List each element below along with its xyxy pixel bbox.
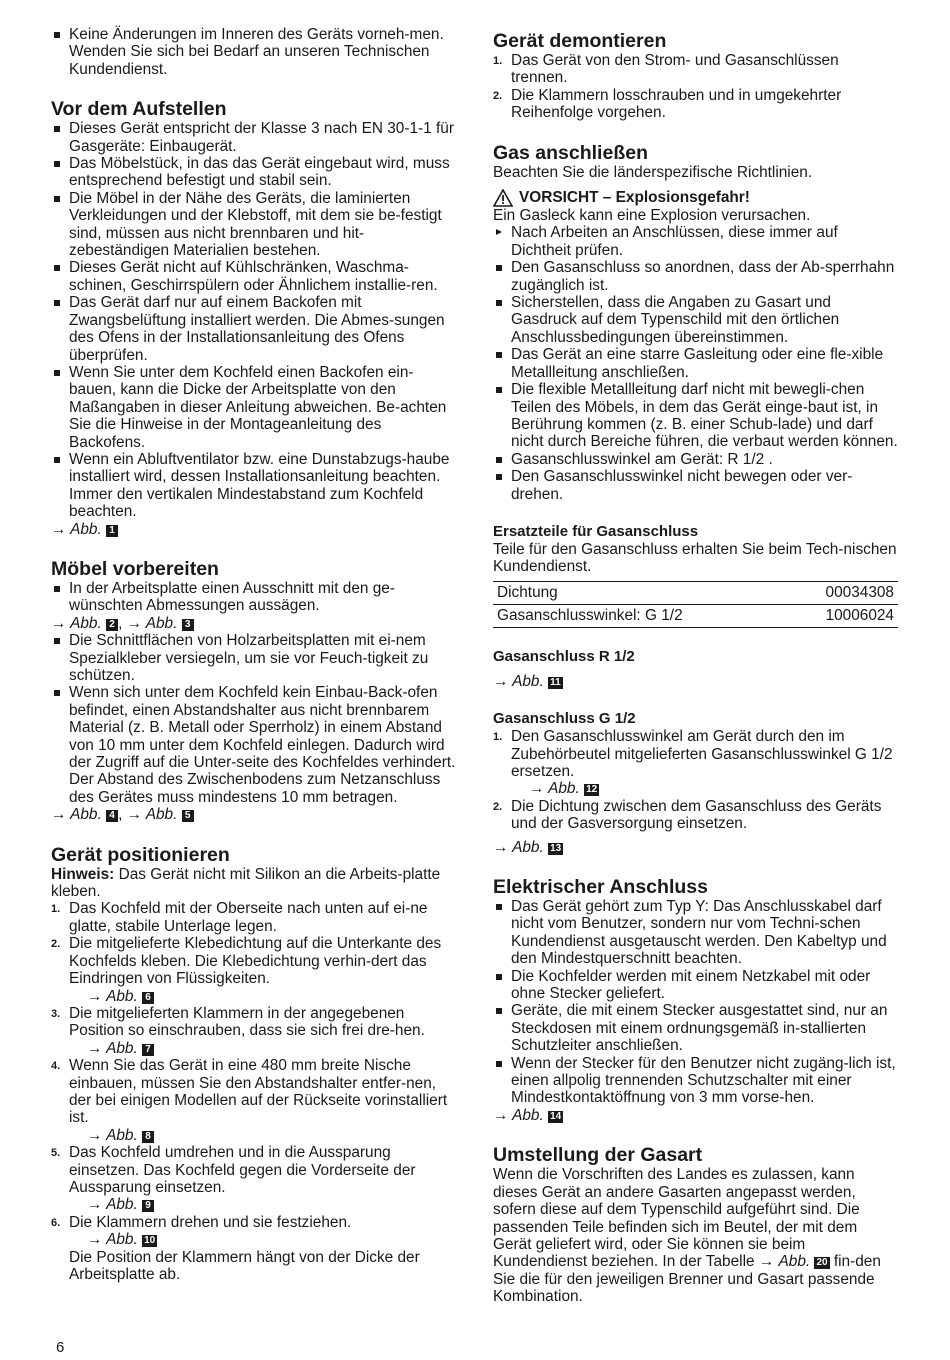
figure-number-badge: 12: [586, 784, 598, 796]
figure-number-badge: 8: [142, 1131, 154, 1143]
list-item: Wenn der Stecker für den Benutzer nicht zugäng-lich ist, einen allpolig trennenden Schutzschalter mit einer Mindestkontaktöffnung von 3 mm vorse-hen.: [493, 1055, 898, 1107]
figure-reference: → Abb. 14: [493, 1106, 562, 1124]
figure-number-badge: 5: [182, 810, 194, 822]
list-item: Das Möbelstück, in das das Gerät eingebaut wird, muss entsprechend befestigt und stabil sein.: [51, 155, 456, 190]
figure-number-badge: 4: [106, 810, 118, 822]
bullet-list: [493, 898, 898, 1107]
subsection-heading: Gasanschluss G 1/2: [493, 710, 636, 728]
step-item: 2. Die Dichtung zwischen dem Gasanschluss des Geräts und der Gasversorgung einsetzen.: [493, 797, 882, 833]
bullet-list: [51, 580, 456, 615]
page-number: 6: [56, 1339, 65, 1356]
figure-reference: → Abb. 4 , → Abb. 5: [51, 806, 456, 823]
paragraph: Teile für den Gasanschluss erhalten Sie beim Tech-nischen Kundendienst.: [493, 540, 897, 576]
table-row: [493, 581, 898, 604]
figure-reference: → Abb. 12: [529, 780, 598, 798]
figure-reference: → Abb. 9: [69, 1196, 456, 1213]
figure-reference: → Abb. 11: [493, 672, 561, 690]
figure-number-badge: 3: [182, 619, 194, 631]
bullet-list: [493, 259, 898, 503]
list-item: Das Gerät darf nur auf einem Backofen mit Zwangsbelüftung installiert werden. Die Abmes-sungen des Ofens in der Installationsanleitung des Ofens überprüfen.: [51, 294, 456, 364]
section-heading: Möbel vorbereiten: [51, 557, 219, 580]
bullet-list: [51, 632, 456, 806]
table-cell-value: 00034308: [783, 581, 898, 604]
section-gasanschluss-r12: [493, 648, 898, 690]
step-item: 1. Das Gerät von den Strom- und Gasanschlüssen trennen.: [493, 52, 839, 87]
list-item: Keine Änderungen im Inneren des Geräts vorneh-men. Wenden Sie sich bei Bedarf an unseren Technischen Kundendienst.: [51, 26, 456, 78]
subsection-heading: Gasanschluss R 1/2: [493, 647, 635, 665]
section-heading: Gerät positionieren: [51, 843, 230, 866]
section-heading: Gas anschließen: [493, 141, 648, 164]
step-item: 2. Die mitgelieferte Klebedichtung auf die Unterkante des Kochfelds kleben. Die Klebedichtung verhin-dert das Eindringen von Flüssigkeiten. → Abb. 6: [51, 935, 456, 1005]
paragraph: Wenn die Vorschriften des Landes es zulassen, kann dieses Gerät an andere Gasarten angepasst werden, sofern diese auf dem Typenschild aufgeführt sind. Die passenden Teile befinden sich im Beutel, der mit dem Gerät geliefert wird, oder Sie können sie beim Kundendienst beziehen. In der Tabelle → Abb. 20 fin-den Sie die für den jeweiligen Brenner und Gasart passende Kombination.: [493, 1166, 881, 1306]
warning-triangle-icon: [493, 189, 513, 207]
figure-number-badge: 11: [550, 676, 561, 688]
list-item: In der Arbeitsplatte einen Ausschnitt mit den ge-wünschten Abmessungen aussägen.: [51, 580, 456, 615]
step-item: 5. Das Kochfeld umdrehen und in die Aussparung einsetzen. Das Kochfeld gegen die Vorderseite der Aussparung einsetzen. → Abb. 9: [51, 1144, 456, 1214]
figure-reference: → Abb. 7: [69, 1040, 456, 1057]
bullet-list: [51, 120, 456, 520]
section-moebel-vorbereiten: [51, 558, 456, 824]
step-list: [493, 728, 898, 832]
figure-reference: → Abb. 8: [69, 1127, 456, 1144]
list-item: Dieses Gerät nicht auf Kühlschränken, Waschma-schinen, Geschirrspülern oder Ähnlichem installie-ren.: [51, 259, 456, 294]
list-item: Dieses Gerät entspricht der Klasse 3 nach EN 30-1-1 für Gasgeräte: Einbaugerät.: [51, 120, 456, 155]
figure-reference: → Abb. 2 , → Abb. 3: [51, 615, 456, 632]
step-item: 6. Die Klammern drehen und sie festziehen. → Abb. 10 Die Position der Klammern hängt von der Dicke der Arbeitsplatte ab.: [51, 1214, 456, 1284]
section-elektrischer-anschluss: [493, 876, 898, 1124]
list-item: Wenn sich unter dem Kochfeld kein Einbau-Back-ofen befindet, einen Abstandshalter aus nicht brennbarem Material (z. B. Metall oder Sperrholz) in einem Abstand von 10 mm unter dem Kochfeld einlegen. Dadurch wird der Zugriff auf die Unter-seite des Kochfeldes verhindert. Der Abstand des Zwischenbodens zum Netzanschluss des Gerätes muss mindestens 10 mm betragen.: [51, 684, 456, 806]
right-column: [493, 30, 898, 1306]
section-vor-dem-aufstellen: [51, 98, 456, 538]
figure-number-badge: 14: [550, 1110, 562, 1122]
list-item: Wenn ein Abluftventilator bzw. eine Dunstabzugs-haube installiert wird, dessen Installationsanleitung beachten. Immer den vertikalen Mindestabstand zum Kochfeld beachten.: [51, 451, 456, 521]
step-item: 2. Die Klammern losschrauben und in umgekehrter Reihenfolge vorgehen.: [493, 86, 842, 122]
step-item: 4. Wenn Sie das Gerät in eine 480 mm breite Nische einbauen, müssen Sie den Abstandshalter entfer-nen, der bei einigen Modellen auf der Rückseite vorinstalliert ist. → Abb. 8: [51, 1057, 456, 1144]
figure-number-badge: 2: [106, 619, 118, 631]
figure-number-badge: 1: [106, 525, 118, 537]
left-column: [51, 26, 456, 1283]
list-item: Wenn Sie unter dem Kochfeld einen Backofen ein-bauen, kann die Dicke der Arbeitsplatte von den Maßangaben in dieser Anleitung abweichen. Be-achten Sie die Hinweise in der Montageanleitung des Backofens.: [51, 364, 456, 451]
step-list: [51, 900, 456, 1283]
figure-number-badge: 13: [550, 842, 562, 854]
step-item: 1. Das Kochfeld mit der Oberseite nach unten auf ei-ne glatte, stabile Unterlage legen.: [51, 900, 428, 935]
list-item: Den Gasanschlusswinkel nicht bewegen oder ver-drehen.: [493, 468, 898, 503]
list-item: Die Schnittflächen von Holzarbeitsplatten mit ei-nem Spezialkleber versiegeln, um sie vor Feuch-tigkeit zu schützen.: [51, 632, 456, 684]
figure-number-badge: 6: [142, 992, 154, 1004]
paragraph: Beachten Sie die länderspezifische Richtlinien.: [493, 163, 813, 181]
figure-number-badge: 10: [144, 1235, 156, 1247]
list-item: Gasanschlusswinkel am Gerät: R 1/2 .: [493, 451, 898, 468]
section-heading: Vor dem Aufstellen: [51, 98, 227, 121]
list-item: Die Möbel in der Nähe des Geräts, die laminierten Verkleidungen und der Klebstoff, mit dem sie be-festigt sind, müssen aus nicht brennbaren und hit-zebeständigen Materialien bestehen.: [51, 190, 456, 260]
step-list: [493, 52, 898, 122]
note-label: Hinweis:: [51, 865, 115, 883]
figure-number-badge: 9: [142, 1200, 154, 1212]
intro-list: [51, 26, 456, 78]
action-item: Nach Arbeiten an Anschlüssen, diese immer auf Dichtheit prüfen.: [493, 224, 898, 259]
step-note: Die Position der Klammern hängt von der Dicke der Arbeitsplatte ab.: [69, 1248, 420, 1283]
table-cell-value: 10006024: [783, 604, 898, 627]
table-cell-name: Gasanschlusswinkel: G 1/2: [493, 604, 783, 627]
section-heading: Umstellung der Gasart: [493, 1144, 703, 1167]
list-item: Den Gasanschluss so anordnen, dass der Ab-sperrhahn zugänglich ist.: [493, 259, 898, 294]
list-item: Die Kochfelder werden mit einem Netzkabel mit oder ohne Stecker geliefert.: [493, 968, 898, 1003]
warning-heading: VORSICHT – Explosionsgefahr!: [493, 189, 898, 207]
figure-number-badge: 20: [816, 1257, 828, 1269]
list-item: Die flexible Metallleitung darf nicht mit bewegli-chen Teilen des Möbels, in dem das Gerät einge-baut ist, in Berührung kommen (z. B. einer Schub-lade) und darf nicht durch Bereiche führen, die verbaut werden können.: [493, 381, 898, 451]
step-item: 3. Die mitgelieferten Klammern in der angegebenen Position so einschrauben, dass sie sich frei dre-hen. → Abb. 7: [51, 1005, 456, 1057]
subsection-heading: Ersatzteile für Gasanschluss: [493, 522, 699, 540]
list-item: Geräte, die mit einem Stecker ausgestattet sind, nur an Steckdosen mit einem ordnungsgemäß in-stallierten Schutzleiter anschließen.: [493, 1002, 898, 1054]
section-umstellung-gasart: [493, 1144, 898, 1305]
note: Hinweis: Das Gerät nicht mit Silikon an die Arbeits-platte kleben.: [51, 865, 441, 901]
warning-text: Ein Gasleck kann eine Explosion verursachen.: [493, 207, 811, 225]
section-heading: Elektrischer Anschluss: [493, 876, 708, 898]
section-geraet-demontieren: [493, 30, 898, 122]
figure-reference: → Abb. 10: [87, 1231, 156, 1249]
section-gasanschluss-g12: [493, 710, 898, 856]
section-gas-anschliessen: [493, 142, 898, 503]
figure-number-badge: 7: [142, 1044, 154, 1056]
figure-reference: → Abb. 6: [69, 988, 456, 1005]
figure-reference: → Abb. 13: [493, 838, 562, 856]
list-item: Sicherstellen, dass die Angaben zu Gasart und Gasdruck auf dem Typenschild mit den örtlichen Anschlussbedingungen übereinstimmen.: [493, 294, 898, 346]
action-list: [493, 224, 898, 259]
list-item: Das Gerät an eine starre Gasleitung oder eine fle-xible Metallleitung anschließen.: [493, 346, 898, 381]
step-item: 1. Den Gasanschlusswinkel am Gerät durch den im Zubehörbeutel mitgelieferten Gasanschlusswinkel G 1/2 ersetzen. → Abb. 12: [493, 728, 898, 798]
table-row: [493, 604, 898, 627]
list-item: Das Gerät gehört zum Typ Y: Das Anschlusskabel darf nicht vom Benutzer, sondern nur vom Techni-schen Kundendienst ausgetauscht werden. Den Kabeltyp und den Mindestquerschnitt beachten.: [493, 898, 898, 968]
table-cell-name: Dichtung: [493, 581, 783, 604]
section-heading: Gerät demontieren: [493, 30, 667, 52]
parts-table: [493, 581, 898, 628]
section-ersatzteile: [493, 523, 898, 628]
section-geraet-positionieren: [51, 844, 456, 1284]
figure-reference: → Abb. 1: [51, 521, 456, 538]
